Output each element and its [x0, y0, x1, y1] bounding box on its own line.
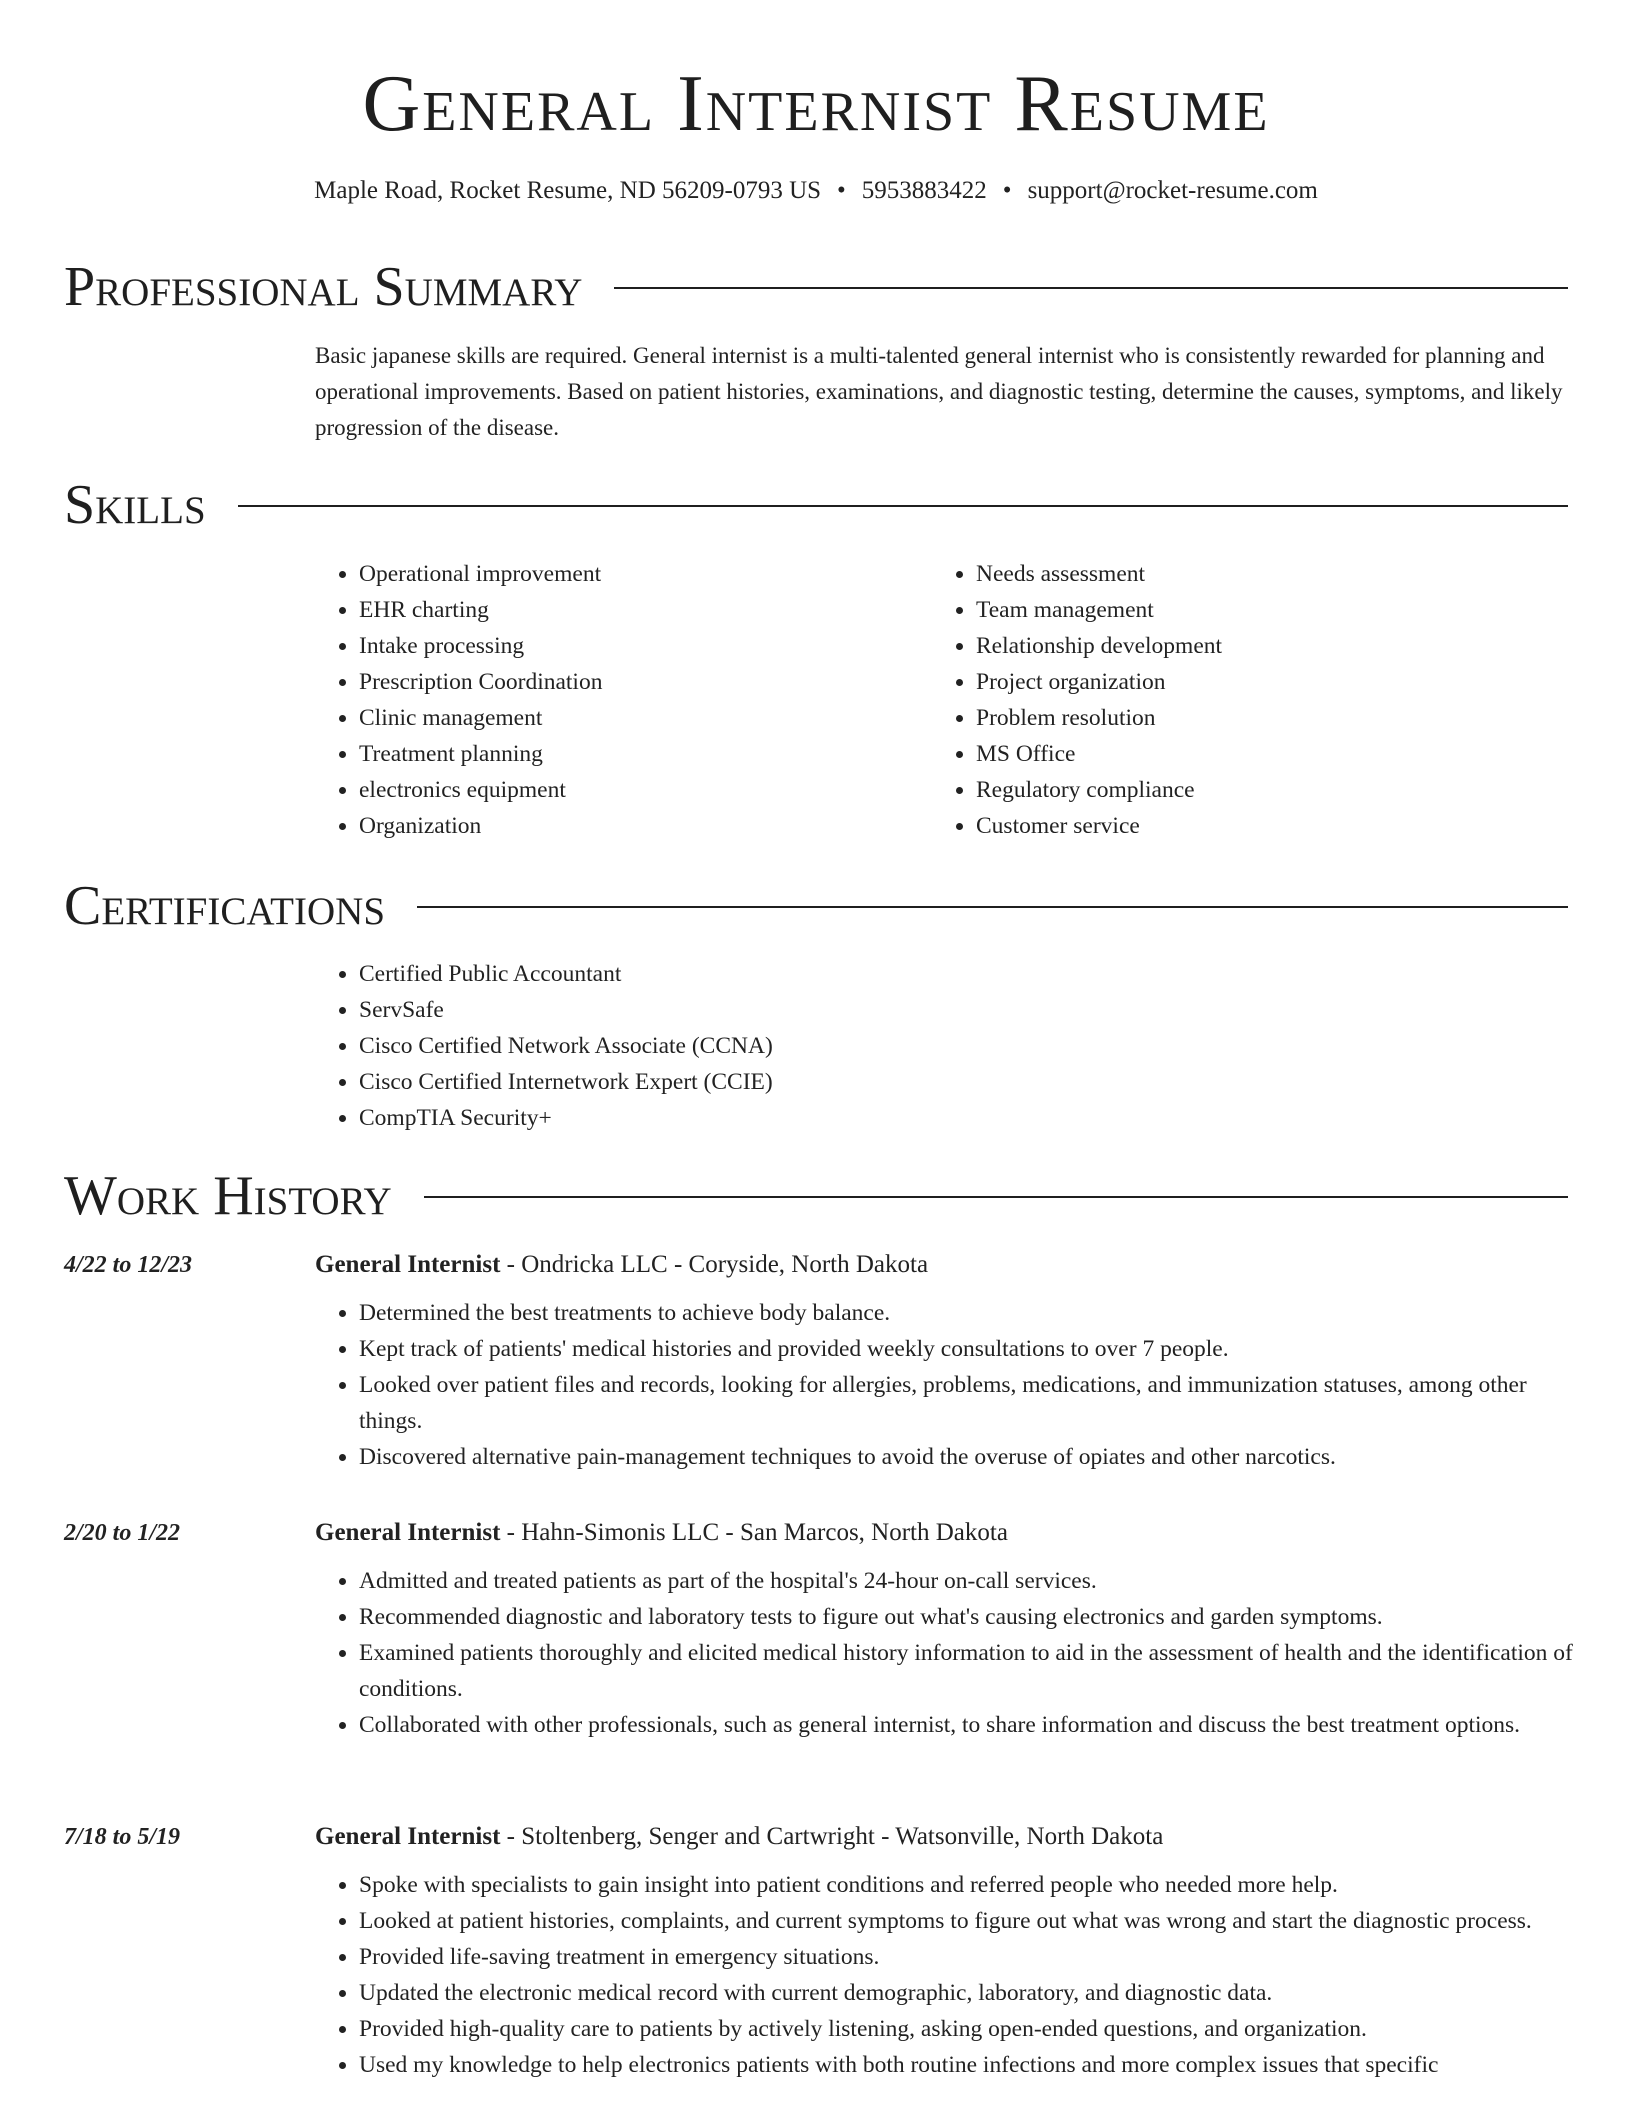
job-employer-location: - Stoltenberg, Senger and Cartwright - Watsonville, North Dakota — [500, 1823, 1164, 1850]
skill-item: • Team management — [976, 592, 1532, 628]
summary-text: Basic japanese skills are required. General internist is a multi-talented general internist who is consistently rewarded for planning and operational improvements. Based on patient histories, examinations, and diagnostic testing, determine the causes, symptoms, and likely progression of the disease. — [315, 343, 1563, 440]
job-heading — [315, 1515, 1585, 1551]
section-divider — [614, 287, 1568, 289]
job-bullet: • Collaborated with other professionals, such as general internist, to share information and discuss the best treatment options. — [359, 1707, 1585, 1743]
job-bullet: • Updated the electronic medical record with current demographic, laboratory, and diagnostic data. — [359, 1975, 1585, 2011]
contact-separator: • — [1002, 177, 1012, 204]
skill-item: • Regulatory compliance — [976, 772, 1532, 808]
job-title: General Internist — [315, 1823, 501, 1850]
job-bullet: • Used my knowledge to help electronics patients with both routine infections and more complex issues that specific — [359, 2047, 1585, 2083]
skill-item: • Clinic management — [359, 700, 915, 736]
certifications-list — [315, 956, 1585, 1136]
certification-item: • CompTIA Security+ — [359, 1100, 1585, 1136]
job-dates: 4/22 to 12/23 — [64, 1252, 193, 1278]
skills-list-left — [315, 556, 915, 844]
job-bullet: • Recommended diagnostic and laboratory tests to figure out what's causing electronics and garden symptoms. — [359, 1599, 1585, 1635]
certification-item: • Cisco Certified Network Associate (CCNA) — [359, 1028, 1585, 1064]
job-entry — [315, 1515, 1585, 1743]
skill-item: • Treatment planning — [359, 736, 915, 772]
job-bullet: • Looked at patient histories, complaints, and current symptoms to figure out what was wrong and start the diagnostic process. — [359, 1903, 1585, 1939]
job-bullet: • Examined patients thoroughly and elicited medical history information to aid in the assessment of health and the identification of conditions. — [359, 1635, 1585, 1707]
job-heading — [315, 1247, 1585, 1283]
job-bullet: • Admitted and treated patients as part of the hospital's 24-hour on-call services. — [359, 1563, 1585, 1599]
job-dates: 7/18 to 5/19 — [64, 1824, 181, 1850]
contact-email: support@rocket-resume.com — [1027, 177, 1318, 204]
section-header-skills — [64, 470, 1568, 540]
resume-title: General Internist Resume — [362, 60, 1270, 148]
section-divider — [424, 1196, 1568, 1198]
job-title: General Internist — [315, 1519, 501, 1546]
job-bullet: • Spoke with specialists to gain insight into patient conditions and referred people who needed more help. — [359, 1867, 1585, 1903]
section-header-summary — [64, 252, 1568, 322]
contact-phone: 5953883422 — [861, 177, 987, 204]
job-bullet: • Looked over patient files and records, looking for allergies, problems, medications, and immunization statuses, among other things. — [359, 1367, 1585, 1439]
skill-item: • Needs assessment — [976, 556, 1532, 592]
section-divider — [238, 505, 1568, 507]
section-header-work-history — [64, 1161, 1568, 1231]
job-entry — [315, 1819, 1585, 2083]
skill-item: • MS Office — [976, 736, 1532, 772]
job-bullet: • Provided life-saving treatment in emergency situations. — [359, 1939, 1585, 1975]
section-title-certifications: Certifications — [64, 875, 386, 937]
skill-item: • Prescription Coordination — [359, 664, 915, 700]
skill-item: • Project organization — [976, 664, 1532, 700]
contact-address: Maple Road, Rocket Resume, ND 56209-0793 US — [314, 177, 822, 204]
job-dates: 2/20 to 1/22 — [64, 1520, 181, 1546]
job-heading — [315, 1819, 1585, 1855]
skill-item: • electronics equipment — [359, 772, 915, 808]
job-bullet: • Provided high-quality care to patients by actively listening, asking open-ended questions, and organization. — [359, 2011, 1585, 2047]
section-divider — [417, 906, 1568, 908]
skill-item: • Problem resolution — [976, 700, 1532, 736]
skill-item: • Customer service — [976, 808, 1532, 844]
job-employer-location: - Hahn-Simonis LLC - San Marcos, North Dakota — [500, 1519, 1008, 1546]
job-bullet: • Kept track of patients' medical histories and provided weekly consultations to over 7 people. — [359, 1331, 1585, 1367]
job-employer-location: - Ondricka LLC - Coryside, North Dakota — [500, 1251, 929, 1278]
job-bullet: • Discovered alternative pain-management techniques to avoid the overuse of opiates and other narcotics. — [359, 1439, 1585, 1475]
contact-separator: • — [837, 177, 846, 204]
skill-item: • Relationship development — [976, 628, 1532, 664]
section-title-skills: Skills — [64, 474, 206, 536]
skill-item: • Operational improvement — [359, 556, 915, 592]
certification-item: • Certified Public Accountant — [359, 956, 1585, 992]
contact-line — [0, 174, 1632, 208]
job-bullet: • Determined the best treatments to achieve body balance. — [359, 1295, 1585, 1331]
job-entry — [315, 1247, 1585, 1475]
job-title: General Internist — [315, 1251, 501, 1278]
certification-item: • ServSafe — [359, 992, 1585, 1028]
certification-item: • Cisco Certified Internetwork Expert (CCIE) — [359, 1064, 1585, 1100]
skill-item: • Organization — [359, 808, 915, 844]
section-title-summary: Professional Summary — [64, 256, 583, 318]
skill-item: • EHR charting — [359, 592, 915, 628]
skills-list-right — [932, 556, 1532, 844]
section-header-certifications — [64, 871, 1568, 941]
skill-item: • Intake processing — [359, 628, 915, 664]
section-title-work-history: Work History — [64, 1165, 392, 1227]
